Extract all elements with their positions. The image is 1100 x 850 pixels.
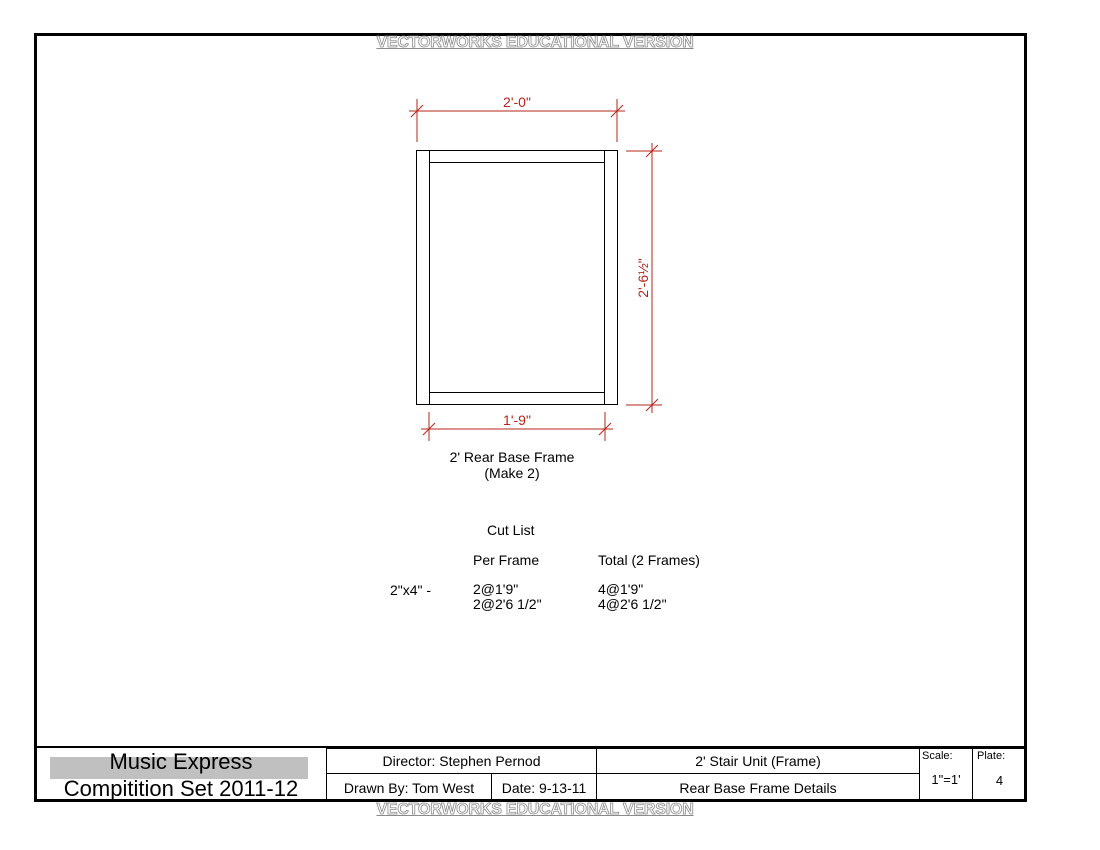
sheet-title-text: 2' Stair Unit (Frame) <box>695 753 821 769</box>
plate-label: Plate: <box>977 750 1006 762</box>
frame-top-rail <box>430 151 605 163</box>
sheet-title-cell <box>596 748 920 774</box>
dimension-bottom-label: 1'-9" <box>503 412 531 428</box>
dimension-top-label: 2'-0" <box>503 94 531 110</box>
scale-value: 1"=1' <box>931 772 961 787</box>
scale-label: Scale: <box>922 750 953 762</box>
cut-list-material: 2"x4" - <box>390 582 432 598</box>
drawn-by-cell <box>326 773 492 801</box>
frame-right-stile <box>605 151 618 405</box>
sheet-subtitle-text: Rear Base Frame Details <box>679 780 837 796</box>
cut-list-header-total: Total (2 Frames) <box>598 552 700 568</box>
show-name-line2: Compitition Set 2011-12 <box>63 776 299 801</box>
cut-list-total-item: 4@2'6 1/2" <box>598 596 667 612</box>
watermark-bottom: VECTORWORKS EDUCATIONAL VERSION <box>376 801 694 818</box>
date-cell <box>491 773 597 801</box>
frame-caption-quantity: (Make 2) <box>484 465 540 481</box>
date-text: Date: 9-13-11 <box>501 780 587 796</box>
frame-left-stile <box>417 151 430 405</box>
sheet-subtitle-cell <box>596 773 920 801</box>
show-name-line1: Music Express <box>109 749 253 774</box>
cut-list-header-per-frame: Per Frame <box>473 552 540 568</box>
plate-cell <box>972 748 1027 801</box>
cut-list-title: Cut List <box>487 522 535 538</box>
frame-bottom-rail <box>430 393 605 405</box>
show-name <box>36 748 326 802</box>
watermark-top: VECTORWORKS EDUCATIONAL VERSION <box>376 34 694 51</box>
frame-caption-title: 2' Rear Base Frame <box>449 449 575 465</box>
frame-caption <box>412 449 612 481</box>
frame-outer-outline <box>417 151 618 405</box>
scale-cell <box>919 748 973 801</box>
drawn-by-text: Drawn By: Tom West <box>343 780 475 796</box>
rear-base-frame <box>417 151 618 405</box>
director-text: Director: Stephen Pernod <box>382 753 541 769</box>
cut-list-per-frame-item: 2@1'9" <box>473 581 519 597</box>
director-cell <box>326 748 597 774</box>
dimension-right-label: 2'-6½" <box>635 258 651 298</box>
cut-list-per-frame-item: 2@2'6 1/2" <box>473 596 542 612</box>
plate-value: 4 <box>995 773 1004 788</box>
cut-list-total-item: 4@1'9" <box>598 581 644 597</box>
